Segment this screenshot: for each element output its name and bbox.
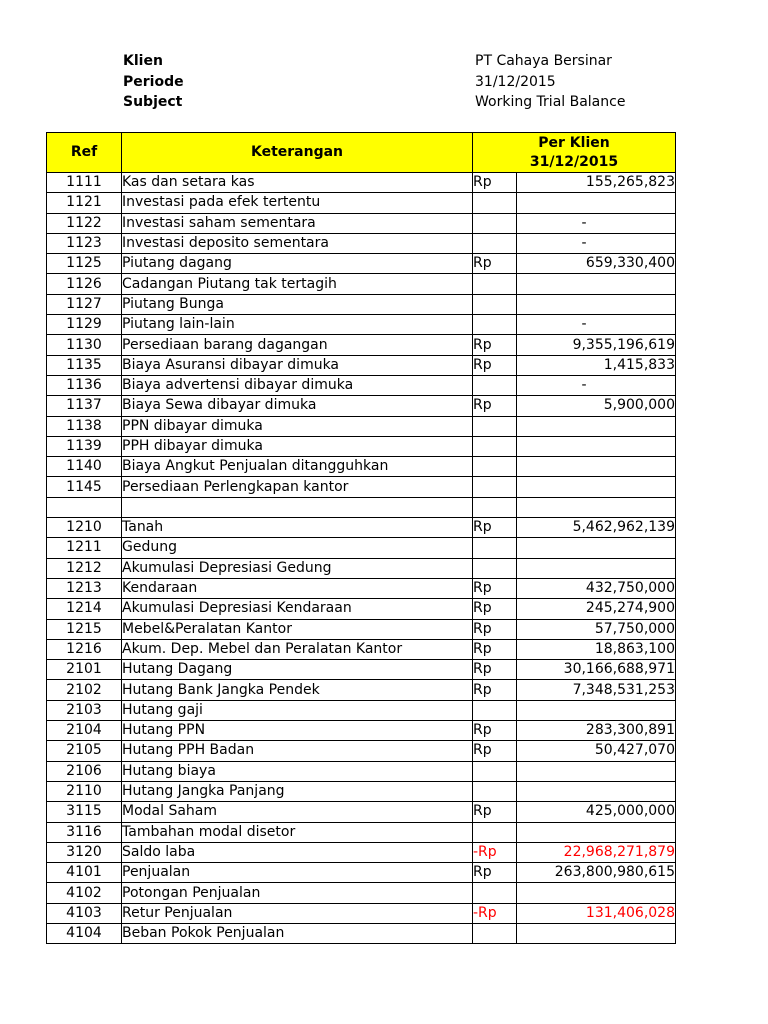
table-row bbox=[47, 802, 676, 822]
table-row bbox=[47, 315, 676, 335]
cell-keterangan: Retur Penjualan bbox=[122, 903, 473, 923]
cell-currency: Rp bbox=[473, 721, 517, 741]
header-ref: Ref bbox=[47, 133, 122, 173]
table-row bbox=[47, 254, 676, 274]
cell-keterangan: Tambahan modal disetor bbox=[122, 822, 473, 842]
cell-amount: - bbox=[517, 233, 676, 253]
cell-ref: 4101 bbox=[47, 863, 122, 883]
cell-currency bbox=[473, 274, 517, 294]
table-row bbox=[47, 578, 676, 598]
cell-currency: Rp bbox=[473, 863, 517, 883]
table-row bbox=[47, 213, 676, 233]
cell-currency: Rp bbox=[473, 396, 517, 416]
cell-currency: -Rp bbox=[473, 842, 517, 862]
cell-keterangan: Gedung bbox=[122, 538, 473, 558]
cell-amount bbox=[517, 700, 676, 720]
cell-keterangan: Biaya Sewa dibayar dimuka bbox=[122, 396, 473, 416]
cell-amount bbox=[517, 923, 676, 943]
cell-amount bbox=[517, 477, 676, 497]
cell-keterangan: Potongan Penjualan bbox=[122, 883, 473, 903]
cell-currency: Rp bbox=[473, 660, 517, 680]
meta-value: PT Cahaya Bersinar bbox=[475, 53, 612, 69]
header-per-klien-label: Per Klien bbox=[538, 134, 610, 151]
cell-amount: 5,900,000 bbox=[517, 396, 676, 416]
cell-ref: 1121 bbox=[47, 193, 122, 213]
meta-row-periode bbox=[0, 72, 768, 93]
cell-ref: 2104 bbox=[47, 721, 122, 741]
cell-amount bbox=[517, 294, 676, 314]
cell-currency bbox=[473, 477, 517, 497]
table-body bbox=[47, 173, 676, 944]
table-row bbox=[47, 863, 676, 883]
trial-balance-table bbox=[46, 132, 676, 944]
cell-amount: 57,750,000 bbox=[517, 619, 676, 639]
table-header-row bbox=[47, 133, 676, 173]
cell-amount: 5,462,962,139 bbox=[517, 518, 676, 538]
table-row bbox=[47, 842, 676, 862]
table-row bbox=[47, 903, 676, 923]
cell-amount: 9,355,196,619 bbox=[517, 335, 676, 355]
cell-ref: 3115 bbox=[47, 802, 122, 822]
cell-currency bbox=[473, 375, 517, 395]
cell-keterangan: Hutang Bank Jangka Pendek bbox=[122, 680, 473, 700]
cell-amount bbox=[517, 497, 676, 517]
cell-amount: 18,863,100 bbox=[517, 639, 676, 659]
table-row bbox=[47, 700, 676, 720]
cell-ref bbox=[47, 497, 122, 517]
meta-label: Subject bbox=[123, 94, 183, 110]
cell-amount: 30,166,688,971 bbox=[517, 660, 676, 680]
table-row bbox=[47, 822, 676, 842]
cell-ref: 1111 bbox=[47, 173, 122, 193]
meta-row-subject bbox=[0, 92, 768, 113]
cell-ref: 1212 bbox=[47, 558, 122, 578]
cell-ref: 1127 bbox=[47, 294, 122, 314]
cell-currency bbox=[473, 761, 517, 781]
cell-keterangan: Kendaraan bbox=[122, 578, 473, 598]
cell-keterangan: Hutang Dagang bbox=[122, 660, 473, 680]
cell-keterangan: Hutang PPH Badan bbox=[122, 741, 473, 761]
table-row bbox=[47, 741, 676, 761]
cell-ref: 1126 bbox=[47, 274, 122, 294]
cell-amount: 7,348,531,253 bbox=[517, 680, 676, 700]
cell-keterangan: Piutang dagang bbox=[122, 254, 473, 274]
cell-ref: 2102 bbox=[47, 680, 122, 700]
meta-row-klien bbox=[0, 51, 768, 72]
cell-currency: Rp bbox=[473, 599, 517, 619]
table-row bbox=[47, 923, 676, 943]
table-row bbox=[47, 781, 676, 801]
cell-ref: 1214 bbox=[47, 599, 122, 619]
cell-amount: 432,750,000 bbox=[517, 578, 676, 598]
cell-keterangan: Akumulasi Depresiasi Gedung bbox=[122, 558, 473, 578]
meta-value: 31/12/2015 bbox=[475, 73, 556, 90]
cell-amount: 155,265,823 bbox=[517, 173, 676, 193]
cell-keterangan bbox=[122, 497, 473, 517]
cell-keterangan: Akumulasi Depresiasi Kendaraan bbox=[122, 599, 473, 619]
cell-currency: Rp bbox=[473, 639, 517, 659]
table-row bbox=[47, 193, 676, 213]
table-row bbox=[47, 173, 676, 193]
cell-keterangan: Saldo laba bbox=[122, 842, 473, 862]
table-row bbox=[47, 599, 676, 619]
cell-keterangan: Biaya Angkut Penjualan ditangguhkan bbox=[122, 457, 473, 477]
table-row bbox=[47, 497, 676, 517]
cell-ref: 1138 bbox=[47, 416, 122, 436]
cell-amount: - bbox=[517, 315, 676, 335]
cell-currency bbox=[473, 436, 517, 456]
cell-amount bbox=[517, 538, 676, 558]
cell-amount bbox=[517, 883, 676, 903]
cell-keterangan: Penjualan bbox=[122, 863, 473, 883]
table-row bbox=[47, 761, 676, 781]
cell-keterangan: Biaya Asuransi dibayar dimuka bbox=[122, 355, 473, 375]
cell-currency bbox=[473, 497, 517, 517]
cell-currency bbox=[473, 923, 517, 943]
cell-keterangan: Beban Pokok Penjualan bbox=[122, 923, 473, 943]
cell-amount: 425,000,000 bbox=[517, 802, 676, 822]
cell-currency bbox=[473, 457, 517, 477]
cell-keterangan: Piutang Bunga bbox=[122, 294, 473, 314]
table-row bbox=[47, 335, 676, 355]
table-row bbox=[47, 436, 676, 456]
table-row bbox=[47, 233, 676, 253]
cell-currency bbox=[473, 315, 517, 335]
cell-keterangan: PPN dibayar dimuka bbox=[122, 416, 473, 436]
cell-ref: 1137 bbox=[47, 396, 122, 416]
cell-keterangan: Hutang PPN bbox=[122, 721, 473, 741]
cell-keterangan: Biaya advertensi dibayar dimuka bbox=[122, 375, 473, 395]
cell-ref: 1139 bbox=[47, 436, 122, 456]
cell-amount bbox=[517, 822, 676, 842]
cell-amount: 22,968,271,879 bbox=[517, 842, 676, 862]
table-row bbox=[47, 375, 676, 395]
cell-ref: 1215 bbox=[47, 619, 122, 639]
header-keterangan: Keterangan bbox=[122, 133, 473, 173]
table-row bbox=[47, 396, 676, 416]
cell-ref: 1211 bbox=[47, 538, 122, 558]
cell-amount: 659,330,400 bbox=[517, 254, 676, 274]
table-row bbox=[47, 639, 676, 659]
cell-keterangan: Cadangan Piutang tak tertagih bbox=[122, 274, 473, 294]
cell-currency bbox=[473, 700, 517, 720]
cell-currency: Rp bbox=[473, 680, 517, 700]
cell-amount bbox=[517, 193, 676, 213]
cell-ref: 4104 bbox=[47, 923, 122, 943]
cell-keterangan: Kas dan setara kas bbox=[122, 173, 473, 193]
cell-amount bbox=[517, 436, 676, 456]
cell-keterangan: Hutang biaya bbox=[122, 761, 473, 781]
table-row bbox=[47, 721, 676, 741]
cell-keterangan: Hutang gaji bbox=[122, 700, 473, 720]
table-row bbox=[47, 416, 676, 436]
table-row bbox=[47, 660, 676, 680]
cell-currency bbox=[473, 883, 517, 903]
cell-ref: 3116 bbox=[47, 822, 122, 842]
cell-ref: 1145 bbox=[47, 477, 122, 497]
cell-amount: 131,406,028 bbox=[517, 903, 676, 923]
cell-ref: 2101 bbox=[47, 660, 122, 680]
cell-ref: 1216 bbox=[47, 639, 122, 659]
cell-keterangan: Persediaan Perlengkapan kantor bbox=[122, 477, 473, 497]
cell-currency bbox=[473, 233, 517, 253]
cell-currency: Rp bbox=[473, 802, 517, 822]
meta-label: Klien bbox=[123, 53, 163, 69]
cell-keterangan: Mebel&Peralatan Kantor bbox=[122, 619, 473, 639]
table-row bbox=[47, 477, 676, 497]
cell-ref: 1123 bbox=[47, 233, 122, 253]
cell-amount: - bbox=[517, 213, 676, 233]
table-row bbox=[47, 538, 676, 558]
cell-ref: 3120 bbox=[47, 842, 122, 862]
cell-ref: 1140 bbox=[47, 457, 122, 477]
cell-currency bbox=[473, 193, 517, 213]
cell-keterangan: Investasi pada efek tertentu bbox=[122, 193, 473, 213]
cell-amount: 1,415,833 bbox=[517, 355, 676, 375]
cell-ref: 1122 bbox=[47, 213, 122, 233]
table-row bbox=[47, 883, 676, 903]
table-row bbox=[47, 294, 676, 314]
cell-ref: 2103 bbox=[47, 700, 122, 720]
cell-currency: Rp bbox=[473, 335, 517, 355]
cell-keterangan: Akum. Dep. Mebel dan Peralatan Kantor bbox=[122, 639, 473, 659]
cell-amount bbox=[517, 416, 676, 436]
cell-amount: 50,427,070 bbox=[517, 741, 676, 761]
cell-ref: 1129 bbox=[47, 315, 122, 335]
cell-keterangan: Piutang lain-lain bbox=[122, 315, 473, 335]
cell-keterangan: PPH dibayar dimuka bbox=[122, 436, 473, 456]
cell-currency bbox=[473, 558, 517, 578]
cell-currency: Rp bbox=[473, 619, 517, 639]
cell-ref: 1210 bbox=[47, 518, 122, 538]
meta-label: Periode bbox=[123, 73, 184, 90]
table-row bbox=[47, 518, 676, 538]
cell-keterangan: Investasi saham sementara bbox=[122, 213, 473, 233]
cell-keterangan: Hutang Jangka Panjang bbox=[122, 781, 473, 801]
cell-currency: Rp bbox=[473, 518, 517, 538]
document-meta bbox=[0, 51, 768, 113]
cell-currency bbox=[473, 294, 517, 314]
cell-keterangan: Modal Saham bbox=[122, 802, 473, 822]
cell-ref: 1125 bbox=[47, 254, 122, 274]
cell-keterangan: Tanah bbox=[122, 518, 473, 538]
cell-ref: 1130 bbox=[47, 335, 122, 355]
cell-currency bbox=[473, 538, 517, 558]
cell-amount bbox=[517, 274, 676, 294]
meta-value: Working Trial Balance bbox=[475, 94, 626, 110]
cell-currency: Rp bbox=[473, 173, 517, 193]
cell-amount: 245,274,900 bbox=[517, 599, 676, 619]
cell-currency: Rp bbox=[473, 741, 517, 761]
table-row bbox=[47, 274, 676, 294]
cell-currency: -Rp bbox=[473, 903, 517, 923]
table-row bbox=[47, 355, 676, 375]
cell-currency bbox=[473, 213, 517, 233]
cell-amount: 283,300,891 bbox=[517, 721, 676, 741]
cell-ref: 2106 bbox=[47, 761, 122, 781]
header-per-klien bbox=[473, 133, 676, 173]
cell-currency: Rp bbox=[473, 254, 517, 274]
cell-amount: 263,800,980,615 bbox=[517, 863, 676, 883]
cell-currency bbox=[473, 416, 517, 436]
table-row bbox=[47, 619, 676, 639]
cell-ref: 1136 bbox=[47, 375, 122, 395]
table-row bbox=[47, 457, 676, 477]
cell-keterangan: Investasi deposito sementara bbox=[122, 233, 473, 253]
cell-ref: 1213 bbox=[47, 578, 122, 598]
cell-amount bbox=[517, 781, 676, 801]
cell-keterangan: Persediaan barang dagangan bbox=[122, 335, 473, 355]
cell-amount bbox=[517, 457, 676, 477]
cell-currency: Rp bbox=[473, 578, 517, 598]
cell-ref: 2105 bbox=[47, 741, 122, 761]
cell-currency bbox=[473, 781, 517, 801]
cell-ref: 2110 bbox=[47, 781, 122, 801]
cell-ref: 4103 bbox=[47, 903, 122, 923]
cell-amount bbox=[517, 558, 676, 578]
cell-amount: - bbox=[517, 375, 676, 395]
cell-ref: 4102 bbox=[47, 883, 122, 903]
header-per-klien-date: 31/12/2015 bbox=[529, 153, 619, 170]
cell-ref: 1135 bbox=[47, 355, 122, 375]
cell-currency: Rp bbox=[473, 355, 517, 375]
table-row bbox=[47, 558, 676, 578]
table-row bbox=[47, 680, 676, 700]
cell-currency bbox=[473, 822, 517, 842]
cell-amount bbox=[517, 761, 676, 781]
